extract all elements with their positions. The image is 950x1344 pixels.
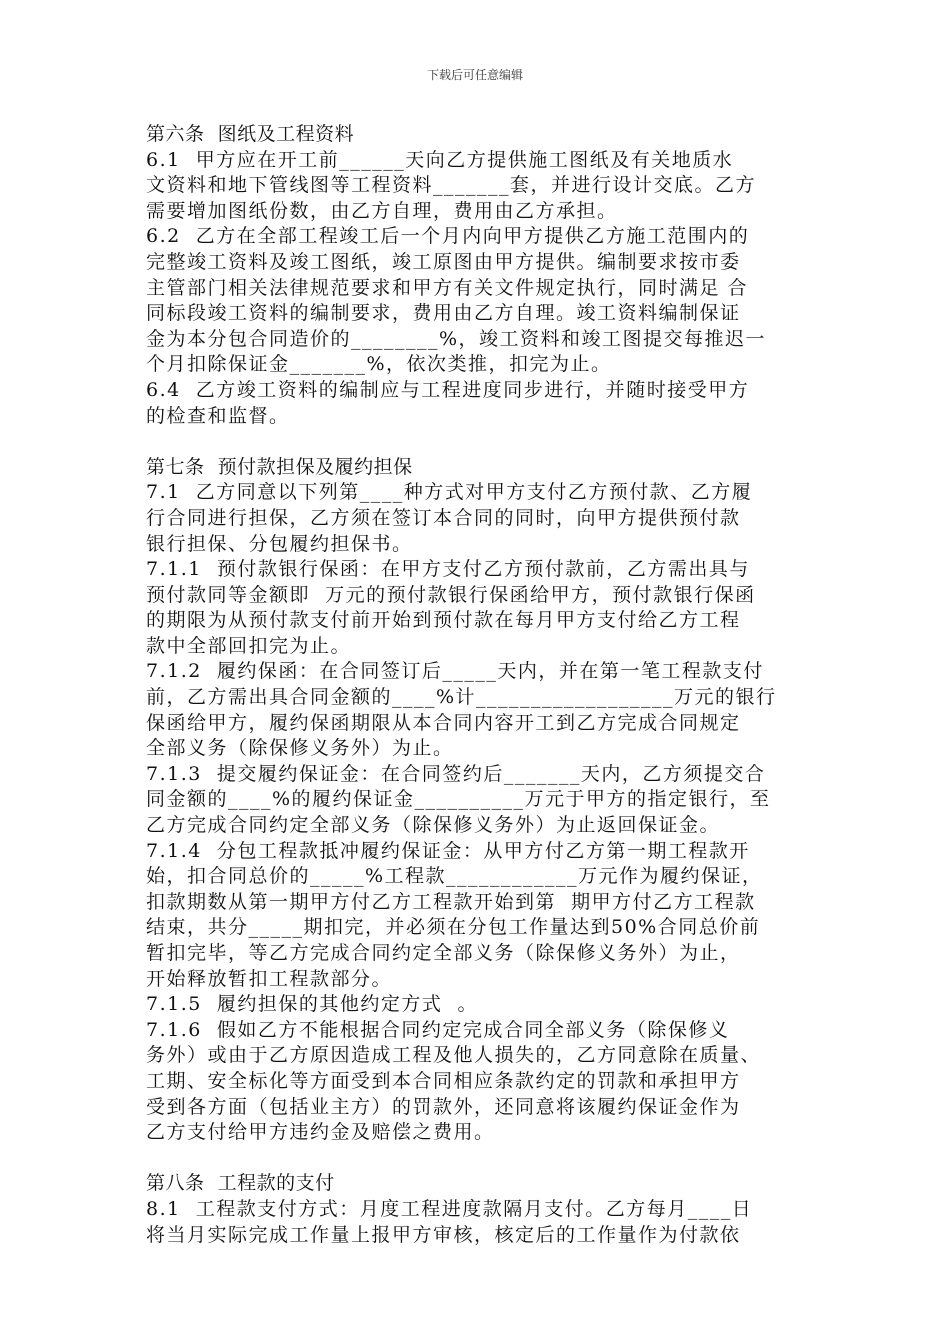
clause-line: 保函给甲方，履约保函期限从本合同内容开工到乙方完成合同规定 xyxy=(146,711,741,734)
clause-line: 6.4 乙方竣工资料的编制应与工程进度同步进行，并随时接受甲方 xyxy=(146,378,750,401)
clause-line: 预付款同等金额即 万元的预付款银行保函给甲方，预付款银行保函 xyxy=(146,583,756,606)
section-heading: 第八条 工程款的支付 xyxy=(146,1172,335,1195)
clause-line: 6.1 甲方应在开工前______天向乙方提供施工图纸及有关地质水 xyxy=(146,148,734,171)
clause-line: 行合同进行担保，乙方须在签订本合同的同时，向甲方提供预付款 xyxy=(146,506,741,529)
clause-line: 将当月实际完成工作量上报甲方审核，核定后的工作量作为付款依 xyxy=(146,1223,741,1246)
contract-section xyxy=(146,1171,816,1248)
section-spacer xyxy=(146,1146,816,1172)
section-spacer xyxy=(146,429,816,455)
clause-line: 8.1 工程款支付方式：月度工程进度款隔月支付。乙方每月____日 xyxy=(146,1197,753,1220)
clause-line: 银行担保、分包履约担保书。 xyxy=(146,532,413,555)
clause-line: 需要增加图纸份数，由乙方自理，费用由乙方承担。 xyxy=(146,199,618,222)
clause-line: 款中全部回扣完为止。 xyxy=(146,634,352,657)
section-heading: 第六条 图纸及工程资料 xyxy=(146,123,355,145)
clause-line: 7.1.4 分包工程款抵冲履约保证金：从甲方付乙方第一期工程款开 xyxy=(146,839,750,862)
clause-line: 前，乙方需出具合同金额的____%计__________________万元的银行 xyxy=(146,686,777,709)
clause-line: 同金额的____%的履约保证金__________万元于甲方的指定银行，至 xyxy=(146,788,771,811)
page-header: 下载后可任意编辑 xyxy=(426,68,523,82)
clause-line: 全部义务（除保修义务外）为止。 xyxy=(146,737,454,760)
clause-line: 7.1 乙方同意以下列第____种方式对甲方支付乙方预付款、乙方履 xyxy=(146,481,753,504)
clause-line: 主管部门相关法律规范要求和甲方有关文件规定执行，同时满足 合 xyxy=(146,276,749,299)
clause-line: 个月扣除保证金_______%，依次类推，扣完为止。 xyxy=(146,353,612,376)
clause-line: 金为本分包合同造价的________%，竣工资料和竣工图提交每推迟一 xyxy=(146,327,767,350)
clause-line: 7.1.6 假如乙方不能根据合同约定完成合同全部义务（除保修义 xyxy=(146,1018,730,1041)
clause-line: 完整竣工资料及竣工图纸，竣工原图由甲方提供。编制要求按市委 xyxy=(146,250,741,273)
clause-line: 7.1.2 履约保函：在合同签订后_____天内，并在第一笔工程款支付 xyxy=(146,660,764,683)
clause-line: 务外）或由于乙方原因造成工程及他人损失的，乙方同意除在质量、 xyxy=(146,1044,762,1067)
clause-line: 结束，共分_____期扣完，并必须在分包工作量达到50%合同总价前 xyxy=(146,916,761,939)
clause-line: 始，扣合同总价的_____%工程款____________万元作为履约保证， xyxy=(146,865,763,888)
clause-line: 7.1.3 提交履约保证金：在合同签约后_______天内，乙方须提交合 xyxy=(146,762,766,785)
contract-section xyxy=(146,455,816,1146)
clause-line: 的检查和监督。 xyxy=(146,404,290,427)
clause-line: 7.1.5 履约担保的其他约定方式 。 xyxy=(146,993,479,1016)
clause-line: 6.2 乙方在全部工程竣工后一个月内向甲方提供乙方施工范围内的 xyxy=(146,225,750,248)
clause-line: 扣款期数从第一期甲方付乙方工程款开始到第 期甲方付乙方工程款 xyxy=(146,890,756,913)
clause-line: 的期限为从预付款支付前开始到预付款在每月甲方支付给乙方工程 xyxy=(146,609,741,632)
clause-line: 同标段竣工资料的编制要求，费用由乙方自理。竣工资料编制保证 xyxy=(146,302,741,325)
clause-line: 7.1.1 预付款银行保函：在甲方支付乙方预付款前，乙方需出具与 xyxy=(146,558,750,581)
clause-line: 乙方完成合同约定全部义务（除保修义务外）为止返回保证金。 xyxy=(146,814,721,837)
document-body xyxy=(146,122,816,1248)
clause-line: 暂扣完毕，等乙方完成合同约定全部义务（除保修义务外）为止， xyxy=(146,942,741,964)
contract-section xyxy=(146,122,816,429)
section-heading: 第七条 预付款担保及履约担保 xyxy=(146,455,413,478)
clause-line: 开始释放暂扣工程款部分。 xyxy=(146,967,393,990)
clause-line: 工期、安全标化等方面受到本合同相应条款约定的罚款和承担甲方 xyxy=(146,1069,741,1092)
clause-line: 乙方支付给甲方违约金及赔偿之费用。 xyxy=(146,1121,495,1144)
clause-line: 文资料和地下管线图等工程资料_______套，并进行设计交底。乙方 xyxy=(146,174,757,197)
clause-line: 受到各方面（包括业主方）的罚款外，还同意将该履约保证金作为 xyxy=(146,1095,741,1118)
